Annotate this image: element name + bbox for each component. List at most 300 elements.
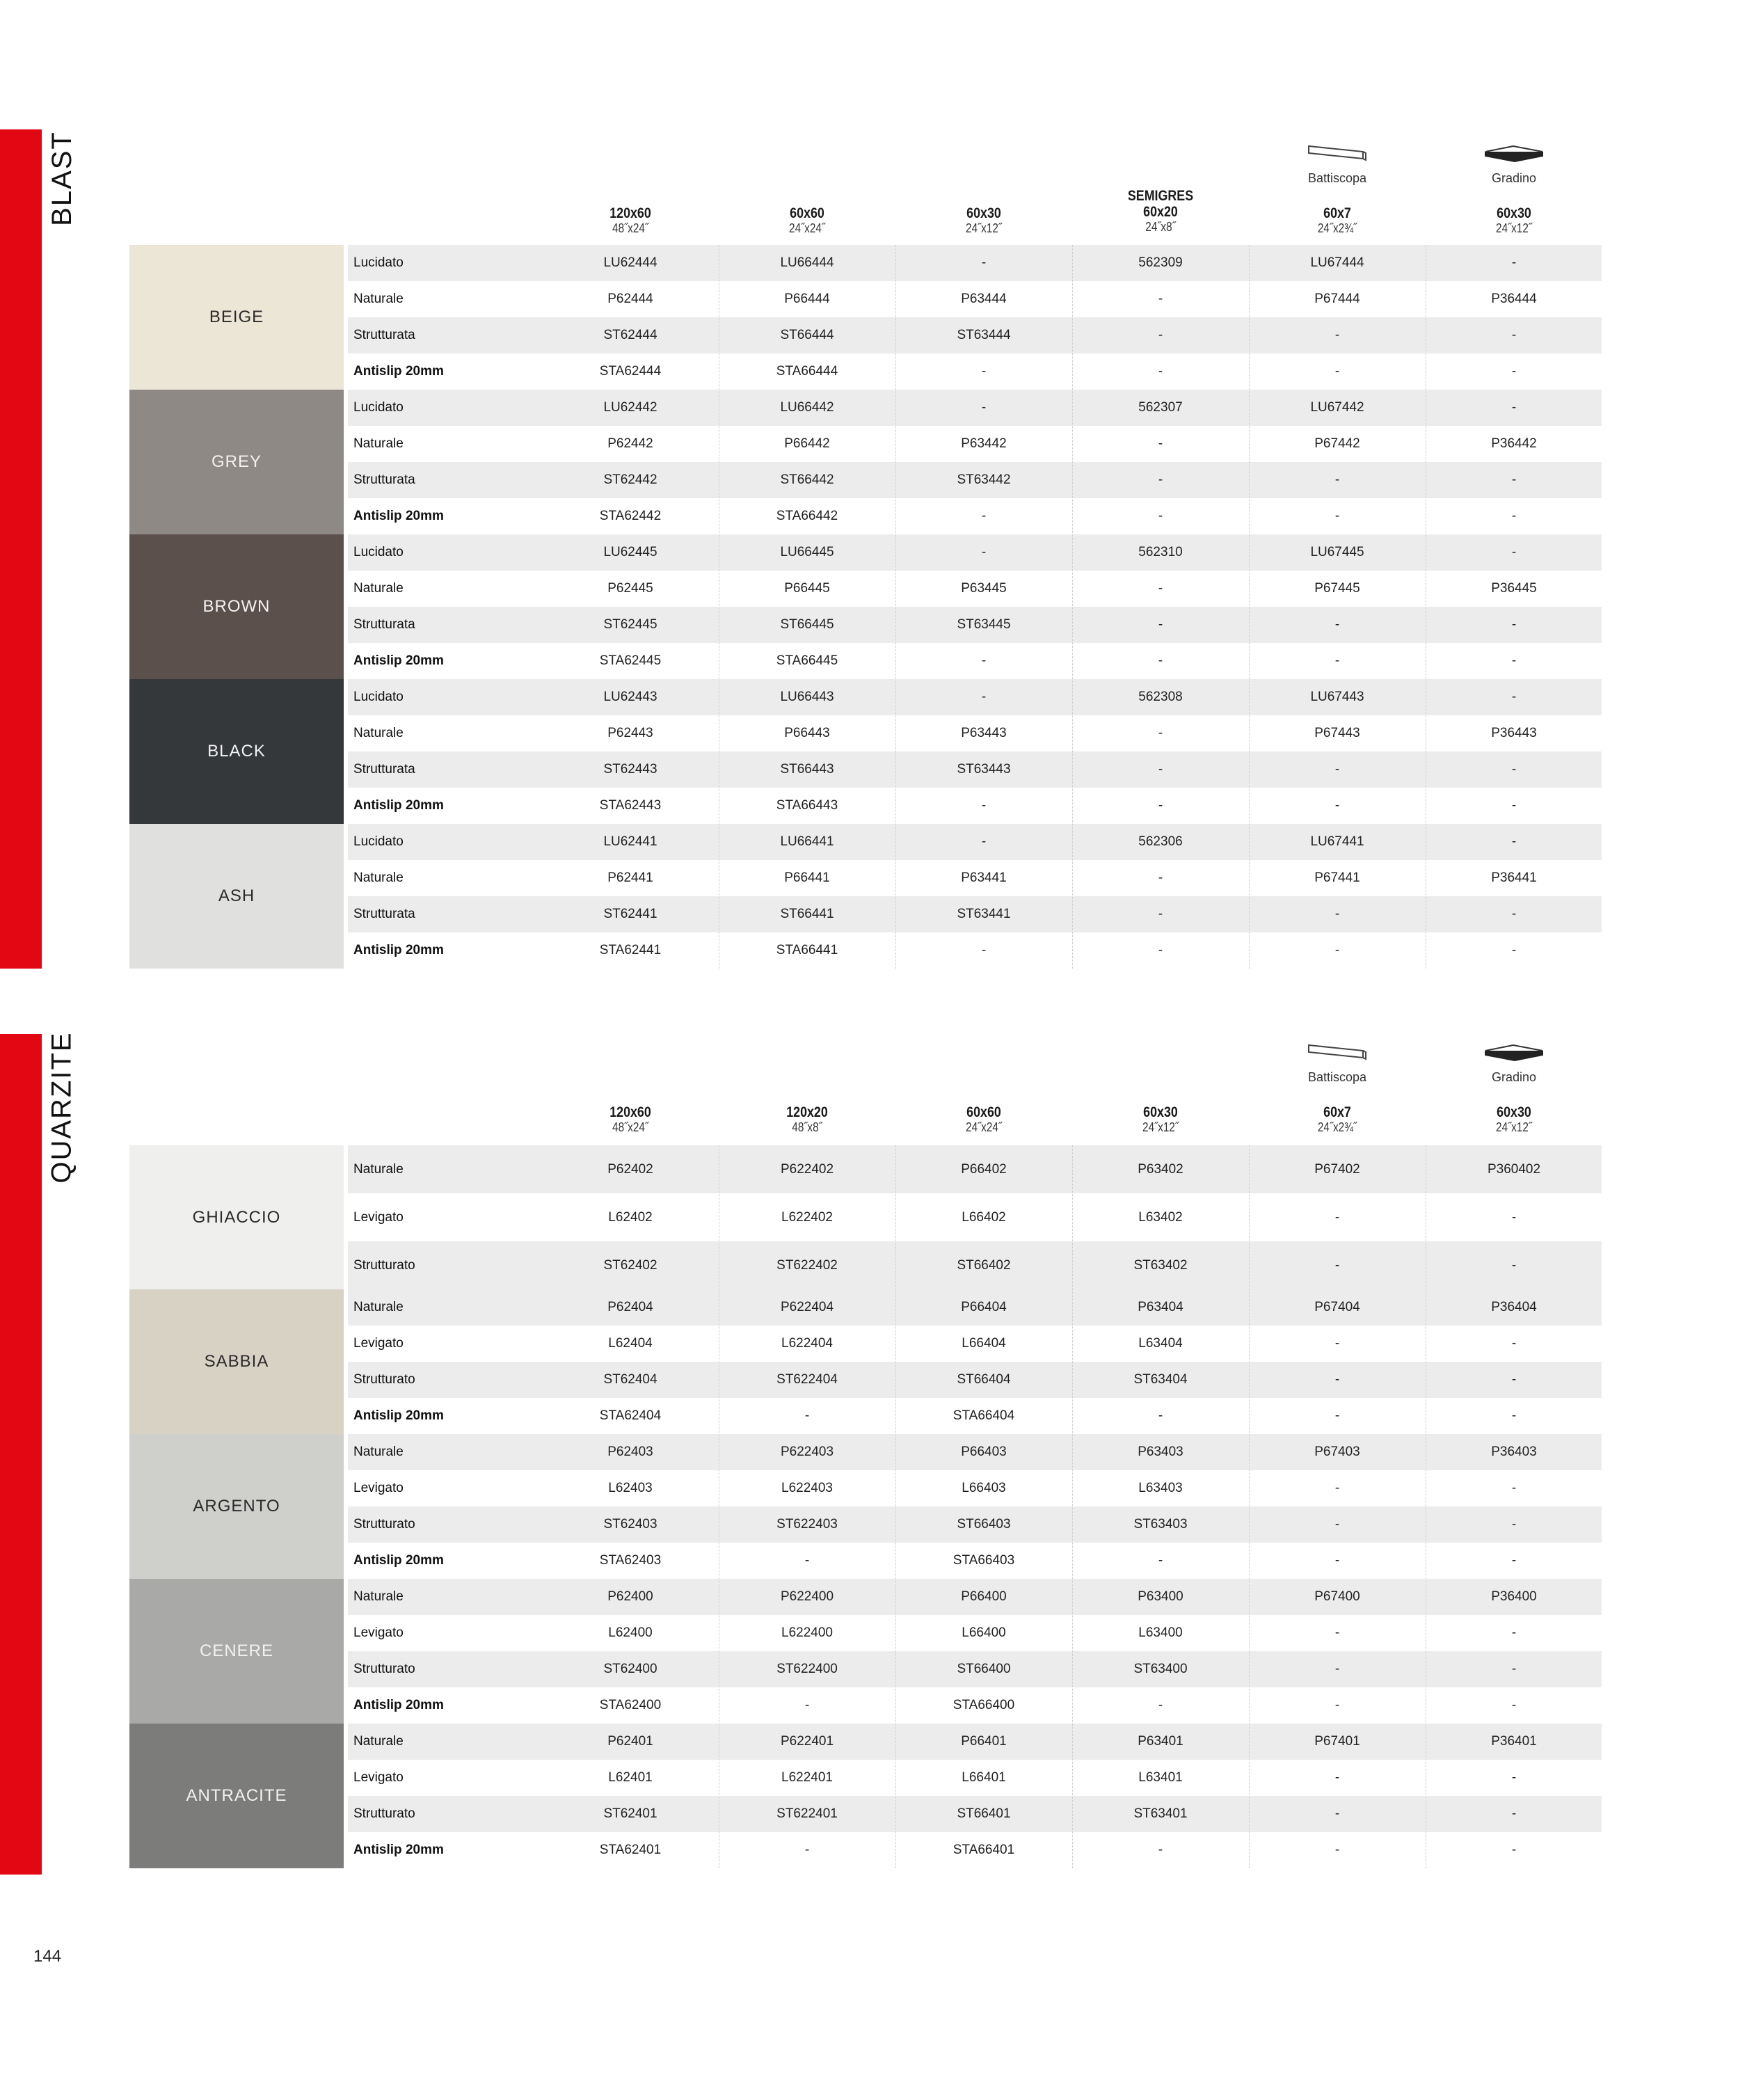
product-code: L62400: [608, 1625, 653, 1640]
product-code: P67443: [1314, 726, 1360, 740]
product-code: -: [981, 400, 987, 415]
column-header: [1250, 206, 1424, 235]
table-row: [348, 1543, 1602, 1579]
product-code: -: [1511, 364, 1517, 379]
product-code: -: [1334, 907, 1340, 921]
finish-label: Antislip 20mm: [353, 1698, 444, 1712]
product-code: -: [1334, 1806, 1340, 1821]
finish-label: Naturale: [353, 436, 404, 451]
table-row: [348, 571, 1602, 607]
finish-label: Lucidato: [353, 834, 404, 849]
product-code: -: [1334, 762, 1340, 777]
product-code: -: [804, 1553, 810, 1568]
product-code: -: [981, 653, 987, 668]
product-code: -: [1334, 1372, 1340, 1387]
product-code: P36444: [1491, 292, 1537, 306]
product-code: ST63445: [957, 617, 1011, 632]
product-code: STA62445: [599, 653, 662, 668]
product-code: P36442: [1491, 436, 1537, 451]
product-code: ST63444: [957, 328, 1011, 342]
product-code: LU66441: [780, 834, 834, 849]
finish-label: Levigato: [353, 1481, 404, 1495]
column-header: [543, 206, 717, 235]
product-code: LU67442: [1310, 400, 1364, 415]
page-number: 144: [33, 1947, 62, 1966]
product-code: 562306: [1138, 834, 1183, 849]
product-code: -: [1511, 545, 1517, 559]
product-code: P62403: [607, 1445, 653, 1459]
product-code: L622402: [781, 1209, 833, 1225]
finish-label: Antislip 20mm: [353, 364, 444, 379]
product-code: ST66441: [780, 907, 834, 921]
product-code: P63400: [1138, 1589, 1183, 1604]
column-divider: [1249, 245, 1250, 969]
product-code: ST622403: [776, 1517, 838, 1532]
table-row: [348, 1470, 1602, 1506]
table-row: [348, 1398, 1602, 1434]
gradino-label: Gradino: [1491, 171, 1537, 185]
product-code: -: [1334, 364, 1340, 379]
product-code: -: [1334, 1408, 1340, 1423]
finish-label: Strutturata: [353, 762, 415, 777]
column-divider: [895, 1145, 896, 1868]
table-row: [348, 1724, 1602, 1760]
product-code: LU62444: [603, 255, 657, 270]
table-row: [348, 715, 1602, 751]
column-size: 60x60: [966, 1104, 1001, 1120]
product-code: ST62400: [603, 1662, 657, 1676]
column-size-inches: 24˝x12˝: [966, 221, 1002, 235]
product-code: P66444: [784, 292, 830, 306]
product-code: P62443: [607, 726, 653, 740]
product-code: ST62442: [603, 472, 657, 487]
product-code: ST66444: [780, 328, 834, 342]
product-code: -: [1334, 328, 1340, 342]
product-code: P66402: [961, 1161, 1007, 1177]
product-code: -: [1158, 617, 1163, 632]
column-size: 120x20: [786, 1104, 828, 1120]
column-size-inches: 24˝x24˝: [966, 1120, 1002, 1134]
product-code: -: [1511, 1698, 1517, 1712]
column-divider: [895, 245, 896, 969]
product-code: ST66404: [957, 1372, 1011, 1387]
product-code: -: [1334, 472, 1340, 487]
product-code: -: [1158, 762, 1163, 777]
finish-label: Naturale: [353, 1734, 404, 1749]
product-code: STA62444: [599, 364, 662, 379]
product-code: -: [1511, 1553, 1517, 1568]
product-code: LU66443: [780, 690, 834, 704]
product-code: ST63402: [1133, 1257, 1188, 1273]
product-code: P36441: [1491, 870, 1537, 885]
column-header: [720, 1105, 894, 1134]
product-code: -: [1158, 292, 1163, 306]
table-row: [348, 1193, 1602, 1241]
product-code: -: [1511, 1806, 1517, 1821]
gradino-icon: [1483, 142, 1545, 167]
quarzite-title-text: QUARZITE: [46, 1031, 77, 1184]
product-code: P66404: [961, 1300, 1007, 1314]
product-code: ST622404: [776, 1372, 838, 1387]
product-code: -: [1334, 1698, 1340, 1712]
product-code: -: [1158, 472, 1163, 487]
product-code: L622404: [781, 1336, 833, 1351]
product-code: -: [1511, 762, 1517, 777]
table-row: [348, 1434, 1602, 1470]
product-code: P63445: [961, 581, 1007, 596]
product-code: -: [804, 1698, 810, 1712]
finish-label: Naturale: [353, 1161, 404, 1177]
product-code: L63400: [1138, 1625, 1183, 1640]
battiscopa-icon: [1306, 142, 1369, 167]
column-size-inches: 24˝x12˝: [1142, 1120, 1179, 1134]
product-code: ST63401: [1133, 1806, 1188, 1821]
finish-label: Lucidato: [353, 400, 404, 415]
color-swatch: [129, 679, 344, 824]
column-size: 60x7: [1323, 1104, 1351, 1120]
product-code: -: [1334, 943, 1340, 957]
column-header: [897, 206, 1071, 235]
product-code: -: [1334, 798, 1340, 813]
table-row: [348, 1651, 1602, 1687]
product-code: -: [804, 1408, 810, 1423]
finish-label: Naturale: [353, 726, 404, 740]
product-code: -: [1511, 509, 1517, 523]
product-code: -: [981, 545, 987, 559]
product-code: P62402: [607, 1161, 653, 1177]
table-row: [348, 1145, 1602, 1193]
finish-label: Strutturato: [353, 1257, 415, 1273]
product-code: LU67443: [1310, 690, 1364, 704]
product-code: ST63442: [957, 472, 1011, 487]
table-row: [348, 607, 1602, 643]
product-code: 562310: [1138, 545, 1183, 559]
product-code: -: [981, 509, 987, 523]
product-code: LU66442: [780, 400, 834, 415]
product-code: STA66401: [952, 1843, 1015, 1857]
column-size-inches: 48˝x8˝: [792, 1120, 822, 1134]
table-row: [348, 1362, 1602, 1398]
product-code: -: [1334, 653, 1340, 668]
product-code: P63442: [961, 436, 1007, 451]
product-code: -: [1511, 472, 1517, 487]
battiscopa-label: Battiscopa: [1307, 171, 1367, 185]
product-code: -: [1511, 1770, 1517, 1785]
product-code: -: [1158, 1843, 1163, 1857]
product-code: P67402: [1314, 1161, 1360, 1177]
product-code: -: [1158, 943, 1163, 957]
product-code: ST62444: [603, 328, 657, 342]
color-swatch: [129, 1434, 344, 1579]
product-code: -: [1334, 617, 1340, 632]
product-code: P66441: [784, 870, 830, 885]
table-row: [348, 751, 1602, 788]
finish-label: Levigato: [353, 1209, 404, 1225]
finish-label: Antislip 20mm: [353, 1408, 444, 1423]
table-row: [348, 824, 1602, 860]
product-code: STA62441: [599, 943, 662, 957]
color-name: BROWN: [202, 597, 271, 616]
column-size-inches: 24˝x8˝: [1145, 220, 1176, 234]
finish-label: Strutturata: [353, 472, 415, 487]
finish-label: Antislip 20mm: [353, 509, 444, 523]
product-code: L63401: [1138, 1770, 1183, 1785]
product-code: -: [1334, 1662, 1340, 1676]
color-swatch: [129, 1579, 344, 1724]
color-name: ASH: [218, 886, 255, 905]
column-divider: [1249, 1145, 1250, 1868]
table-row: [348, 462, 1602, 498]
quarzite-red-bar: [0, 1034, 42, 1875]
product-code: STA66400: [952, 1698, 1015, 1712]
product-code: -: [1511, 328, 1517, 342]
table-row: [348, 1241, 1602, 1289]
product-code: -: [1334, 1625, 1340, 1640]
gradino-icon: [1483, 1041, 1545, 1066]
color-name: ARGENTO: [193, 1497, 280, 1516]
product-code: ST62403: [603, 1517, 657, 1532]
product-code: -: [1334, 1336, 1340, 1351]
column-header: [1427, 206, 1601, 235]
product-code: L66402: [962, 1209, 1006, 1225]
product-code: L622401: [781, 1770, 833, 1785]
table-row: [348, 1326, 1602, 1362]
table-row: [348, 1796, 1602, 1832]
table-row: [348, 932, 1602, 969]
column-size-inches: 48˝x24˝: [612, 1120, 648, 1134]
product-code: -: [1511, 907, 1517, 921]
product-code: -: [981, 943, 987, 957]
finish-label: Naturale: [353, 1445, 404, 1459]
product-code: ST63403: [1133, 1517, 1188, 1532]
table-row: [348, 1506, 1602, 1543]
table-row: [348, 498, 1602, 534]
column-size: 60x30: [1143, 1104, 1178, 1120]
table-row: [348, 390, 1602, 426]
product-code: -: [1511, 1372, 1517, 1387]
product-code: LU66445: [780, 545, 834, 559]
product-code: LU62443: [603, 690, 657, 704]
product-code: -: [1334, 1517, 1340, 1532]
finish-label: Strutturata: [353, 328, 415, 342]
product-code: STA66404: [952, 1408, 1015, 1423]
product-code: STA66445: [776, 653, 838, 668]
product-code: -: [1511, 1662, 1517, 1676]
column-size: 120x60: [609, 1104, 651, 1120]
product-code: P66445: [784, 581, 830, 596]
product-code: ST63441: [957, 907, 1011, 921]
product-code: ST66400: [957, 1662, 1011, 1676]
product-code: LU62442: [603, 400, 657, 415]
product-code: -: [1511, 617, 1517, 632]
product-code: L62402: [608, 1209, 653, 1225]
product-code: L62404: [608, 1336, 653, 1351]
column-size: 60x30: [966, 205, 1001, 221]
product-code: 562307: [1138, 400, 1183, 415]
finish-label: Antislip 20mm: [353, 1843, 444, 1857]
column-header: [1427, 1105, 1601, 1134]
finish-label: Antislip 20mm: [353, 1553, 444, 1568]
product-code: ST63400: [1133, 1662, 1188, 1676]
product-code: STA66443: [776, 798, 838, 813]
color-name: SABBIA: [204, 1352, 269, 1371]
column-header: [543, 1105, 717, 1134]
product-code: -: [1511, 1517, 1517, 1532]
product-code: P36401: [1491, 1734, 1537, 1749]
product-code: ST63443: [957, 762, 1011, 777]
product-code: -: [1158, 1408, 1163, 1423]
product-code: P63441: [961, 870, 1007, 885]
column-size-inches: 24˝x2¾˝: [1317, 1120, 1357, 1134]
product-code: P67441: [1314, 870, 1360, 885]
table-row: [348, 860, 1602, 896]
product-code: STA62400: [599, 1698, 662, 1712]
table-row: [348, 353, 1602, 390]
product-code: ST66442: [780, 472, 834, 487]
product-code: P67445: [1314, 581, 1360, 596]
product-code: ST62441: [603, 907, 657, 921]
finish-label: Strutturato: [353, 1517, 415, 1532]
product-code: ST66445: [780, 617, 834, 632]
table-row: [348, 1760, 1602, 1796]
product-code: P66443: [784, 726, 830, 740]
finish-label: Naturale: [353, 292, 404, 306]
column-size: 60x60: [790, 205, 824, 221]
finish-label: Levigato: [353, 1336, 404, 1351]
product-code: ST66443: [780, 762, 834, 777]
column-size-inches: 24˝x12˝: [1496, 221, 1532, 235]
product-code: ST66403: [957, 1517, 1011, 1532]
product-code: P66442: [784, 436, 830, 451]
product-code: P36400: [1491, 1589, 1537, 1604]
color-name: CENERE: [199, 1641, 274, 1660]
finish-label: Naturale: [353, 1589, 404, 1604]
column-header: [1250, 1105, 1424, 1134]
column-size-inches: 48˝x24˝: [612, 221, 648, 235]
product-code: -: [1158, 328, 1163, 342]
product-code: -: [1158, 1698, 1163, 1712]
product-code: L66403: [962, 1481, 1006, 1495]
product-code: P67400: [1314, 1589, 1360, 1604]
table-row: [348, 679, 1602, 715]
quarzite-title: [46, 1031, 78, 1184]
product-code: -: [1334, 1770, 1340, 1785]
column-size: 60x20: [1143, 204, 1178, 220]
product-code: 562308: [1138, 690, 1183, 704]
product-code: ST622402: [776, 1257, 838, 1273]
product-code: LU62445: [603, 545, 657, 559]
product-code: LU67445: [1310, 545, 1364, 559]
color-name: GREY: [211, 452, 262, 471]
blast-red-bar: [0, 129, 42, 969]
product-code: -: [1511, 798, 1517, 813]
column-header: [1074, 1105, 1247, 1134]
finish-label: Antislip 20mm: [353, 798, 444, 813]
color-name: GHIACCIO: [192, 1207, 281, 1227]
product-code: ST622400: [776, 1662, 838, 1676]
column-header: [1074, 188, 1247, 234]
product-code: P66403: [961, 1445, 1007, 1459]
finish-label: Lucidato: [353, 690, 404, 704]
column-size-inches: 24˝x12˝: [1496, 1120, 1532, 1134]
product-code: STA66441: [776, 943, 838, 957]
product-code: P622401: [780, 1734, 834, 1749]
product-code: P622400: [780, 1589, 834, 1604]
table-row: [348, 896, 1602, 932]
product-code: P36403: [1491, 1445, 1537, 1459]
product-code: -: [981, 834, 987, 849]
product-code: L63403: [1138, 1481, 1183, 1495]
finish-label: Levigato: [353, 1770, 404, 1785]
table-row: [348, 1579, 1602, 1615]
finish-label: Lucidato: [353, 545, 404, 559]
product-code: P62445: [607, 581, 653, 596]
product-code: P67404: [1314, 1300, 1360, 1314]
product-code: P63404: [1138, 1300, 1183, 1314]
product-code: STA62404: [599, 1408, 662, 1423]
product-code: ST66402: [957, 1257, 1011, 1273]
color-swatch: [129, 1724, 344, 1868]
product-code: P67442: [1314, 436, 1360, 451]
product-code: -: [1334, 1257, 1340, 1273]
product-code: -: [1158, 870, 1163, 885]
product-code: ST66401: [957, 1806, 1011, 1821]
product-code: STA62443: [599, 798, 662, 813]
product-code: P62401: [607, 1734, 653, 1749]
product-code: -: [1511, 255, 1517, 270]
product-code: ST62401: [603, 1806, 657, 1821]
table-row: [348, 426, 1602, 462]
product-code: -: [1334, 509, 1340, 523]
product-code: -: [981, 798, 987, 813]
product-code: -: [1158, 509, 1163, 523]
table-row: [348, 788, 1602, 824]
product-code: -: [804, 1843, 810, 1857]
product-code: ST63404: [1133, 1372, 1188, 1387]
product-code: -: [1511, 1481, 1517, 1495]
blast-title: [46, 129, 78, 227]
product-code: P62444: [607, 292, 653, 306]
product-code: STA66442: [776, 509, 838, 523]
color-swatch: [129, 534, 344, 679]
product-code: -: [1334, 1553, 1340, 1568]
product-code: LU62441: [603, 834, 657, 849]
color-swatch: [129, 390, 344, 534]
product-code: -: [981, 364, 987, 379]
product-code: -: [1158, 364, 1163, 379]
color-name: BEIGE: [209, 308, 264, 326]
product-code: STA66403: [952, 1553, 1015, 1568]
column-size: 60x7: [1323, 205, 1351, 221]
color-name: BLACK: [207, 742, 266, 761]
color-swatch: [129, 1289, 344, 1434]
product-code: L622400: [781, 1625, 833, 1640]
product-code: -: [1511, 1843, 1517, 1857]
product-code: -: [1158, 1553, 1163, 1568]
product-code: P66400: [961, 1589, 1007, 1604]
table-row: [348, 281, 1602, 317]
battiscopa-label: Battiscopa: [1307, 1070, 1367, 1084]
product-code: STA62401: [599, 1843, 662, 1857]
product-code: ST622401: [776, 1806, 838, 1821]
column-size-inches: 24˝x2¾˝: [1317, 221, 1357, 235]
product-code: STA62403: [599, 1553, 662, 1568]
product-code: ST62402: [603, 1257, 657, 1273]
product-code: P63443: [961, 726, 1007, 740]
product-code: -: [1158, 907, 1163, 921]
product-code: L62401: [608, 1770, 653, 1785]
product-code: P63402: [1138, 1161, 1183, 1177]
